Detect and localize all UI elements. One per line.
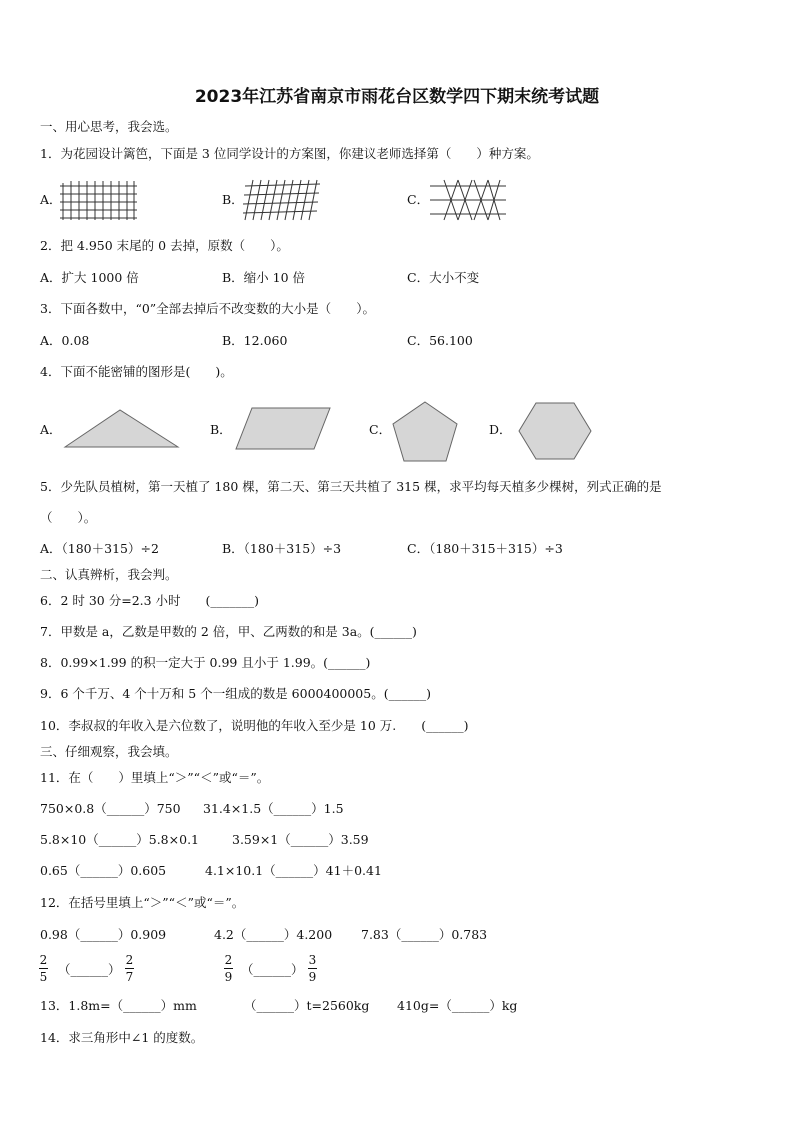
q11-item: 31.4×1.5（______）1.5 xyxy=(203,801,344,816)
q1-option-b-slanted-grid-figure xyxy=(243,178,323,222)
q11-item: 4.1×10.1（______）41＋0.41 xyxy=(205,863,382,878)
question-3: 3．下面各数中，“0”全部去掉后不改变数的大小是（ ）。 xyxy=(40,301,375,316)
question-10: 10．李叔叔的年收入是六位数了，说明他的年收入至少是 10 万. (______) xyxy=(40,718,469,733)
q11-item: 3.59×1（______）3.59 xyxy=(232,832,369,847)
question-6: 6．2 时 30 分=2.3 小时 (_______) xyxy=(40,593,260,608)
q1-option-b-label: B． xyxy=(222,192,244,207)
q12-item: 0.98（______）0.909 xyxy=(40,927,167,942)
page-title: 2023年江苏省南京市雨花台区数学四下期末统考试题 xyxy=(194,87,600,107)
question-8: 8．0.99×1.99 的积一定大于 0.99 且小于 1.99。(______) xyxy=(40,655,371,670)
q12-blank: （______） xyxy=(241,962,304,977)
section-heading-1: 一、用心思考，我会选。 xyxy=(40,119,178,134)
fraction xyxy=(224,953,233,984)
q1-option-c-label: C． xyxy=(407,192,430,207)
fraction xyxy=(125,953,134,984)
numerator: 3 xyxy=(308,953,317,967)
denominator: 7 xyxy=(125,970,134,984)
q5-option-b: B．（180＋315）÷3 xyxy=(222,541,342,556)
q3-option-c: C．56.100 xyxy=(407,333,473,348)
denominator: 5 xyxy=(39,970,48,984)
fraction xyxy=(308,953,317,984)
numerator: 2 xyxy=(125,953,134,967)
fraction xyxy=(39,953,48,984)
question-13-part-b: （______）t=2560kg xyxy=(244,998,370,1013)
q12-blank: （______） xyxy=(58,962,121,977)
question-1: 1．为花园设计篱笆，下面是 3 位同学设计的方案图，你建议老师选择第（ ）种方案。 xyxy=(40,146,539,161)
question-7: 7．甲数是 a，乙数是甲数的 2 倍，甲、乙两数的和是 3a。(______) xyxy=(40,624,417,639)
question-11: 11．在（ ）里填上“＞”“＜”或“＝”。 xyxy=(40,770,270,785)
question-9: 9．6 个千万、4 个十万和 5 个一组成的数是 6000400005。(______) xyxy=(40,686,431,701)
question-12: 12．在括号里填上“＞”“＜”或“＝”。 xyxy=(40,895,245,910)
q4-option-d-label: D． xyxy=(489,422,512,437)
q1-option-c-crossed-figure xyxy=(428,178,510,222)
q12-item: 7.83（______）0.783 xyxy=(361,927,488,942)
question-14: 14．求三角形中∠1 的度数。 xyxy=(40,1030,204,1045)
denominator: 9 xyxy=(224,970,233,984)
q4-option-b-label: B． xyxy=(210,422,232,437)
q11-item: 0.65（______）0.605 xyxy=(40,863,167,878)
question-2: 2．把 4.950 末尾的 0 去掉，原数（ ）。 xyxy=(40,238,289,253)
question-4: 4．下面不能密铺的图形是( )。 xyxy=(40,364,233,379)
q2-option-a: A．扩大 1000 倍 xyxy=(40,270,139,285)
q2-option-c: C．大小不变 xyxy=(407,270,480,285)
question-13-part-c: 410g=（______）kg xyxy=(397,998,518,1013)
q12-item: 4.2（______）4.200 xyxy=(214,927,333,942)
q4-option-a-triangle-figure xyxy=(62,407,182,449)
section-heading-3: 三、仔细观察，我会填。 xyxy=(40,744,178,759)
denominator: 9 xyxy=(308,970,317,984)
q2-option-b: B．缩小 10 倍 xyxy=(222,270,306,285)
q1-option-a-label: A． xyxy=(40,192,62,207)
section-heading-2: 二、认真辨析，我会判。 xyxy=(40,567,178,582)
q3-option-b: B．12.060 xyxy=(222,333,288,348)
q4-option-c-pentagon-figure xyxy=(390,400,460,464)
numerator: 2 xyxy=(39,953,48,967)
question-5-line-1: 5．少先队员植树，第一天植了 180 棵，第二天、第三天共植了 315 棵，求平均每天植多少棵树，列式正确的是 xyxy=(40,479,662,494)
q5-option-c: C．（180＋315＋315）÷3 xyxy=(407,541,563,556)
q1-option-a-grid-figure xyxy=(60,178,140,222)
q4-option-a-label: A． xyxy=(40,422,62,437)
question-13-part-a: 13．1.8m=（______）mm xyxy=(40,998,197,1013)
q5-option-a: A．（180＋315）÷2 xyxy=(40,541,159,556)
q4-option-d-hexagon-figure xyxy=(516,401,594,461)
q11-item: 5.8×10（______）5.8×0.1 xyxy=(40,832,199,847)
q4-option-c-label: C． xyxy=(369,422,392,437)
q3-option-a: A．0.08 xyxy=(40,333,90,348)
question-5-line-2: （ ）。 xyxy=(40,510,97,525)
numerator: 2 xyxy=(224,953,233,967)
q4-option-b-parallelogram-figure xyxy=(234,405,334,451)
q11-item: 750×0.8（______）750 xyxy=(40,801,181,816)
